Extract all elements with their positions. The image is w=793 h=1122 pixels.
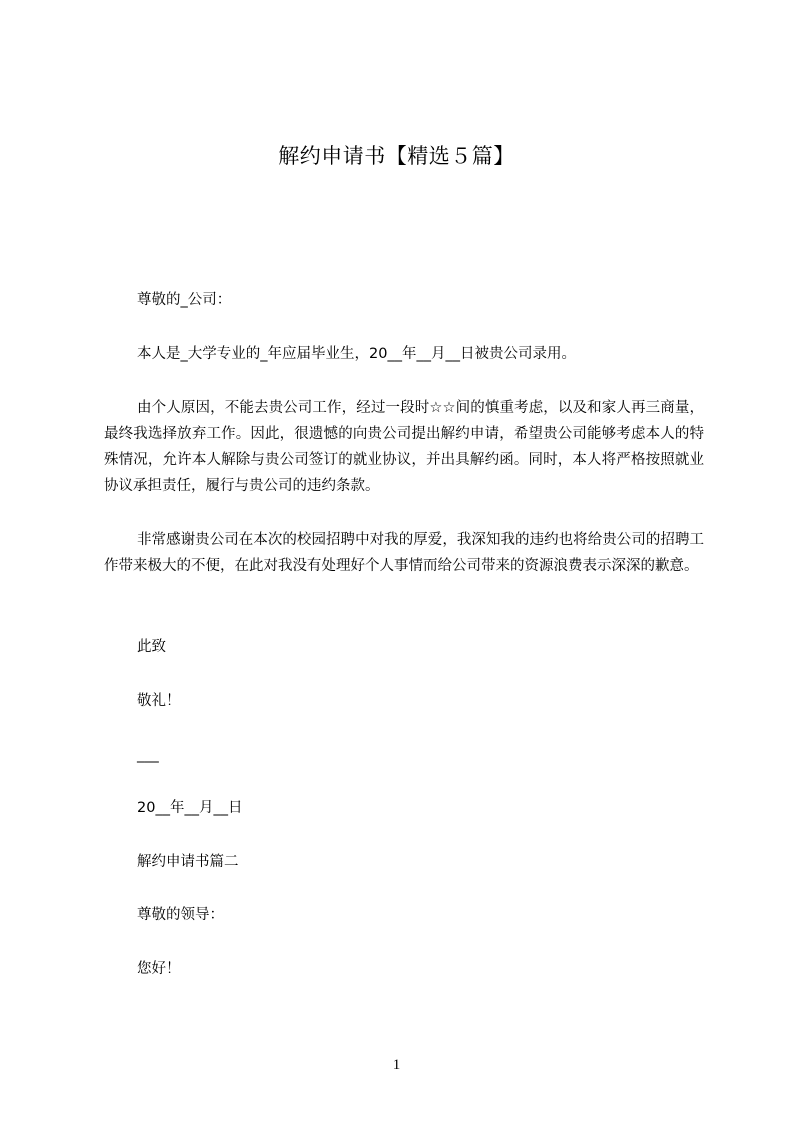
body-paragraph-1: 由个人原因，不能去贵公司工作，经过一段时☆☆间的慎重考虑，以及和家人再三商量，最终我选择放弃工作。因此，很遗憾的向贵公司提出解约申请，希望贵公司能够考虑本人的特殊情况，允许本人解除与贵公司签订的就业协议，并出具解约函。同时，本人将严格按照就业协议承担责任，履行与贵公司的违约条款。 (104, 400, 704, 494)
signature-line: ___ (137, 747, 159, 763)
body-paragraph-2: 非常感谢贵公司在本次的校园招聘中对我的厚爱，我深知我的违约也将给贵公司的招聘工作带来极大的不便，在此对我没有处理好个人事情而给公司带来的资源浪费表示深深的歉意。 (104, 532, 704, 574)
date-line: 20__年__月__日 (137, 800, 243, 816)
page-number: 1 (392, 1057, 401, 1073)
section-2-salutation: 尊敬的领导： (137, 907, 224, 923)
section-2-greeting: 您好！ (137, 961, 181, 977)
salutation: 尊敬的_公司： (137, 292, 232, 308)
document-title: 解约申请书【精选５篇】 (278, 144, 515, 168)
closing-line-1: 此致 (137, 639, 166, 655)
closing-line-2: 敬礼！ (137, 693, 181, 709)
intro-line: 本人是_大学专业的_年应届毕业生，20__年__月__日被贵公司录用。 (137, 346, 576, 362)
section-2-heading: 解约申请书篇二 (137, 854, 239, 870)
